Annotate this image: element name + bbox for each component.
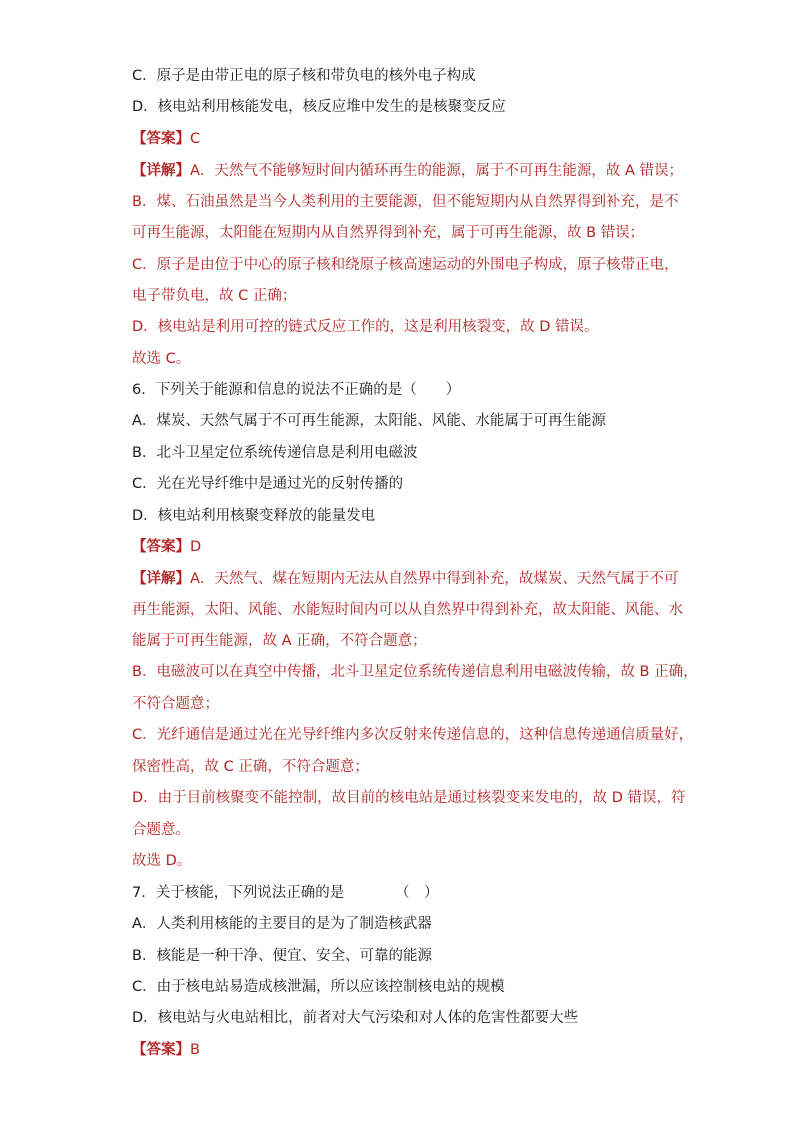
option-b: B．核能是一种干净、便宜、安全、可靠的能源 xyxy=(132,948,432,964)
detail-tag: 【详解】 xyxy=(132,163,190,179)
explanation-line: D．由于目前核聚变不能控制，故目前的核电站是通过核裂变来发电的，故 D 错误，符 xyxy=(132,790,686,806)
answer-value: B xyxy=(190,1042,200,1058)
detail-tag: 【详解】 xyxy=(132,571,190,587)
conclusion-line: 故选 C。 xyxy=(132,351,191,367)
option-c: C．光在光导纤维中是通过光的反射传播的 xyxy=(132,476,404,492)
answer-line xyxy=(132,537,201,557)
option-d: D．核电站与火电站相比，前者对大气污染和对人体的危害性都要大些 xyxy=(132,1010,579,1026)
explanation-line: 不符合题意； xyxy=(132,696,219,712)
explanation-line: 可再生能源，太阳能在短期内从自然界得到补充，属于可再生能源，故 B 错误； xyxy=(132,225,645,241)
explanation-line: B．电磁波可以在真空中传播，北斗卫星定位系统传递信息利用电磁波传输，故 B 正确， xyxy=(132,664,698,680)
question-7: 7．关于核能，下列说法正确的是 （ ） xyxy=(132,885,439,901)
explanation-line: 合题意。 xyxy=(132,822,190,838)
answer-value: D xyxy=(190,539,202,555)
answer-tag: 【答案】 xyxy=(132,1042,190,1058)
detail-line: 【详解】A．天然气不能够短时间内循环再生的能源，属于不可再生能源，故 A 错误； xyxy=(132,163,684,179)
answer-tag: 【答案】 xyxy=(132,539,190,555)
answer-line xyxy=(132,1040,200,1060)
explanation-line: C．原子是由位于中心的原子核和绕原子核高速运动的外围电子构成，原子核带正电， xyxy=(132,257,679,273)
option-c: C．由于核电站易造成核泄漏，所以应该控制核电站的规模 xyxy=(132,979,505,995)
option-d: D．核电站利用核能发电，核反应堆中发生的是核聚变反应 xyxy=(132,99,506,115)
detail-line: 【详解】A．天然气、煤在短期内无法从自然界中得到补充，故煤炭、天然气属于不可 xyxy=(132,571,679,587)
option-c: C．原子是由带正电的原子核和带负电的核外电子构成 xyxy=(132,68,476,84)
answer-line xyxy=(132,129,200,149)
answer-tag: 【答案】 xyxy=(132,131,190,147)
option-d: D．核电站利用核聚变释放的能量发电 xyxy=(132,508,376,524)
explanation-line: 再生能源，太阳、风能、水能短时间内可以从自然界中得到补充，故太阳能、风能、水 xyxy=(132,602,683,618)
option-b: B．北斗卫星定位系统传递信息是利用电磁波 xyxy=(132,445,418,461)
explanation-line: 保密性高，故 C 正确，不符合题意； xyxy=(132,759,369,775)
explanation-line: 能属于可再生能源，故 A 正确，不符合题意； xyxy=(132,633,427,649)
option-a: A．煤炭、天然气属于不可再生能源，太阳能、风能、水能属于可再生能源 xyxy=(132,413,606,429)
option-a: A．人类利用核能的主要目的是为了制造核武器 xyxy=(132,916,432,932)
explanation-line: D．核电站是利用可控的链式反应工作的，这是利用核裂变，故 D 错误。 xyxy=(132,319,599,335)
conclusion-line: 故选 D。 xyxy=(132,853,192,869)
explanation-line: 电子带负电，故 C 正确； xyxy=(132,288,297,304)
answer-value: C xyxy=(190,131,201,147)
explanation-line: C．光纤通信是通过光在光导纤维内多次反射来传递信息的，这种信息传递通信质量好， xyxy=(132,727,694,743)
question-6: 6．下列关于能源和信息的说法不正确的是（ ） xyxy=(132,382,461,398)
explanation-line: B．煤、石油虽然是当今人类利用的主要能源，但不能短期内从自然界得到补充，是不 xyxy=(132,194,679,210)
